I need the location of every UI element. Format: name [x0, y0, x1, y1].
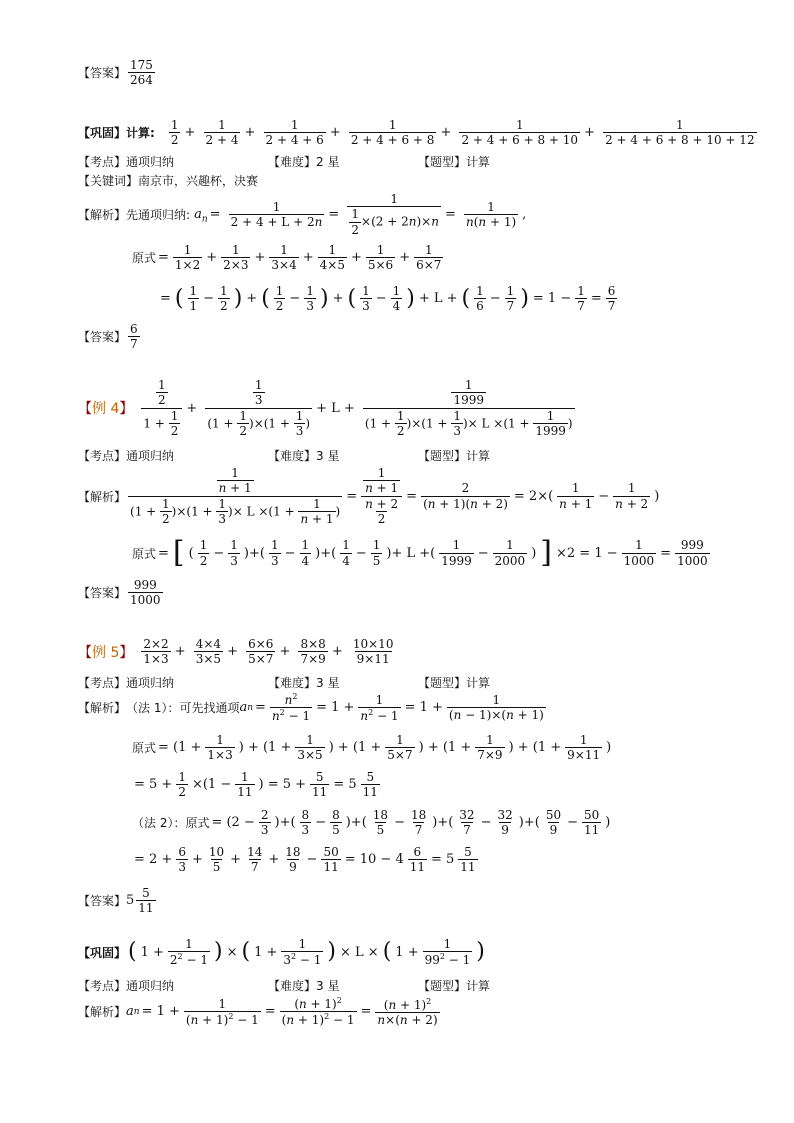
meta-line-ex5: 【考点】 通项归纳 [78, 676, 175, 690]
meta-line-ex4: 【考点】 通项归纳 [78, 449, 175, 463]
meta-line-1: 【考点】 通项归纳 [78, 155, 175, 169]
meta-line-c2: 【考点】 通项归纳 [78, 979, 175, 993]
answer-line-ex4: 【答案】 999 1000 [78, 578, 161, 608]
example-5-solution-5: = 2 + $\frac{6}{3}$ + $\frac{10}{5}$ + $\frac{14}{7}$ + $\frac{18}{9}$ − $\frac{50}{11}$ = 10 − 4 $\frac{6}{11}$ = 5 5 11 [134, 845, 476, 875]
meta-difficulty-ex5: 【难度】 3 星 [268, 676, 340, 690]
solution-line-1: 【解析】 先通项归纳: $a_n$ = $\frac{1}{2 + 4 + L + 2n}$ = 1 $\frac{1}{2}$ ×(2 + 2n)×n = $\frac{1}{n(n + 1)}$ , [78, 192, 527, 237]
answer-line-ex5: 【答案】 5 5 11 [78, 886, 154, 916]
example-5-solution-2: 原式 = (1 + $\frac{1}{1\times 3}$ ) + (1 + $\frac{1}{3\times 5}$ ) + (1 + $\frac{1}{5\times 7}$ ) + (1 + $\frac{1}{7\times 9}$ ) + (1 + $\frac{1}{9\times 11}$ ) [132, 733, 612, 763]
meta-type-ex4: 【题型】 计算 [418, 449, 491, 463]
example-5-label: 【例 5】 [78, 644, 134, 661]
consolidate-2-solution: 【解析】 a n = 1 + $\frac{1}{(n + 1)^2 - 1}$ = $\frac{(n + 1)^2}{(n + 1)^2 - 1}$ = $\frac{(n + 1)^2}{n\times(n + 2)}$ [78, 996, 438, 1028]
meta-type-1: 【题型】 计算 [418, 155, 491, 169]
answer-fraction: 175 264 [130, 58, 153, 88]
keywords-line: 【关键词】 南京市，兴趣杯，决赛 [78, 174, 259, 188]
sum-expression: $\frac{1}{2}$ + $\frac{1}{2 + 4}$ + $\frac{1}{2 + 4 + 6}$ + $\frac{1}{2 + 4 + 6 + 8}$ + $\frac{1}{2 + 4 + 6 + 8 + 10}$ + $\frac{1}{2 + 4 + 6 + 8 + 10 + 12}$ [170, 118, 755, 148]
consolidate-problem-2: 【巩固】 ( 1 + $\frac{1}{2^2 - 1}$ ) × ( 1 + $\frac{1}{3^2 - 1}$ ) × L × ( 1 + $\frac{1}{99^2 - 1}$ ) [78, 937, 485, 968]
meta-difficulty-1: 【难度】 2 星 [268, 155, 340, 169]
general-term-formula: $a_n$ = $\frac{1}{2 + 4 + L + 2n}$ = 1 $\frac{1}{2}$ ×(2 + 2n)×n = $\frac{1}{n(n + 1)}$ , [194, 192, 527, 237]
answer-label: 【答案】 [78, 66, 127, 81]
example-5-solution-3: = 5 + $\frac{1}{2}$ ×(1 − $\frac{1}{11}$ ) = 5 + $\frac{5}{11}$ = 5 5 11 [134, 770, 378, 800]
example-5-solution-1: 【解析】 （法 1）：可先找通项 a n = $\frac{n^2}{n^2 - 1}$ = 1 + $\frac{1}{n^2 - 1}$ = 1 + $\frac{1}{(n - 1)\times(n + 1)}$ [78, 692, 544, 724]
example-4-problem: 【例 4】 $\frac{1}{2}$ 1 + $\frac{1}{2}$ + $\frac{1}{3}$ (1 + $\frac{1}{2}$ )×(1 + $\frac{1}{3}$ ) + L + $\frac{1}{1999}$ (1 + $\frac{1}{2}$ )×(1 + $\frac{1}{3}$ )× L ×(1 + $\frac{1}{1999}$ ) [78, 378, 573, 439]
answer-line-1 [78, 58, 157, 88]
example-4-solution-1: 【解析】 $\frac{1}{n + 1}$ (1 + $\frac{1}{2}$ )×(1 + $\frac{1}{3}$ )× L ×(1 + $\frac{1}{n + 1}$ ) = $\frac{\frac{1}{n + 1}}{\frac{n + 2}{2}}$ = $\frac{2}{(n + 1)(n + 2)}$ = 2×( 1 n + 1 − $\frac{1}{n + 2}$ ) [78, 466, 660, 527]
example-4-solution-2: 原式 = [ ( 1 2 − $\frac{1}{3}$ )+( 1 3 − $\frac{1}{4}$ )+( 1 4 − $\frac{1}{5}$ )+ L +( 1 1999 − $\frac{1}{2000}$ ) ] ×2 = 1 − $\frac{1}{1000}$ = $\frac{999}{1000}$ [132, 535, 708, 570]
compute-label: 计算: [126, 126, 155, 141]
solution-line-2: 原式 = $\frac{1}{1\times 2}$ + $\frac{1}{2\times 3}$ + $\frac{1}{3\times 4}$ + $\frac{1}{4\times 5}$ + $\frac{1}{5\times 6}$ + $\frac{1}{6\times 7}$ [132, 243, 442, 273]
example-4-label: 【例 4】 [78, 401, 134, 418]
example-5-problem: 【例 5】 $\frac{2\times 2}{1\times 3}$ + $\frac{4\times 4}{3\times 5}$ + $\frac{6\times 6}{5\times 7}$ + $\frac{8\times 8}{7\times 9}$ + $\frac{10\times 10}{9\times 11}$ [78, 637, 394, 667]
consolidate-problem-1 [78, 118, 759, 148]
meta-difficulty-c2: 【难度】 3 星 [268, 979, 340, 993]
example-5-solution-4: （法 2）：原式 = (2 − $\frac{2}{3}$ )+( 8 3 − $\frac{8}{5}$ )+( 18 5 − $\frac{18}{7}$ )+( 32 7 − $\frac{32}{9}$ )+( 50 9 − $\frac{50}{11}$ ) [132, 808, 611, 838]
meta-type-ex5: 【题型】 计算 [418, 676, 491, 690]
meta-type-c2: 【题型】 计算 [418, 979, 491, 993]
answer-line-2: 【答案】 6 7 [78, 322, 138, 352]
solution-line-3: = ( 1 1 − $\frac{1}{2}$ ) + ( 1 2 − $\frac{1}{3}$ ) + ( 1 3 − $\frac{1}{4}$ ) + L + ( 1 6 − $\frac{1}{7}$ ) = 1 − $\frac{1}{7}$ = $\frac{6}{7}$ [160, 284, 616, 314]
consolidate-label: 【巩固】 [78, 126, 127, 141]
meta-difficulty-ex4: 【难度】 3 星 [268, 449, 340, 463]
